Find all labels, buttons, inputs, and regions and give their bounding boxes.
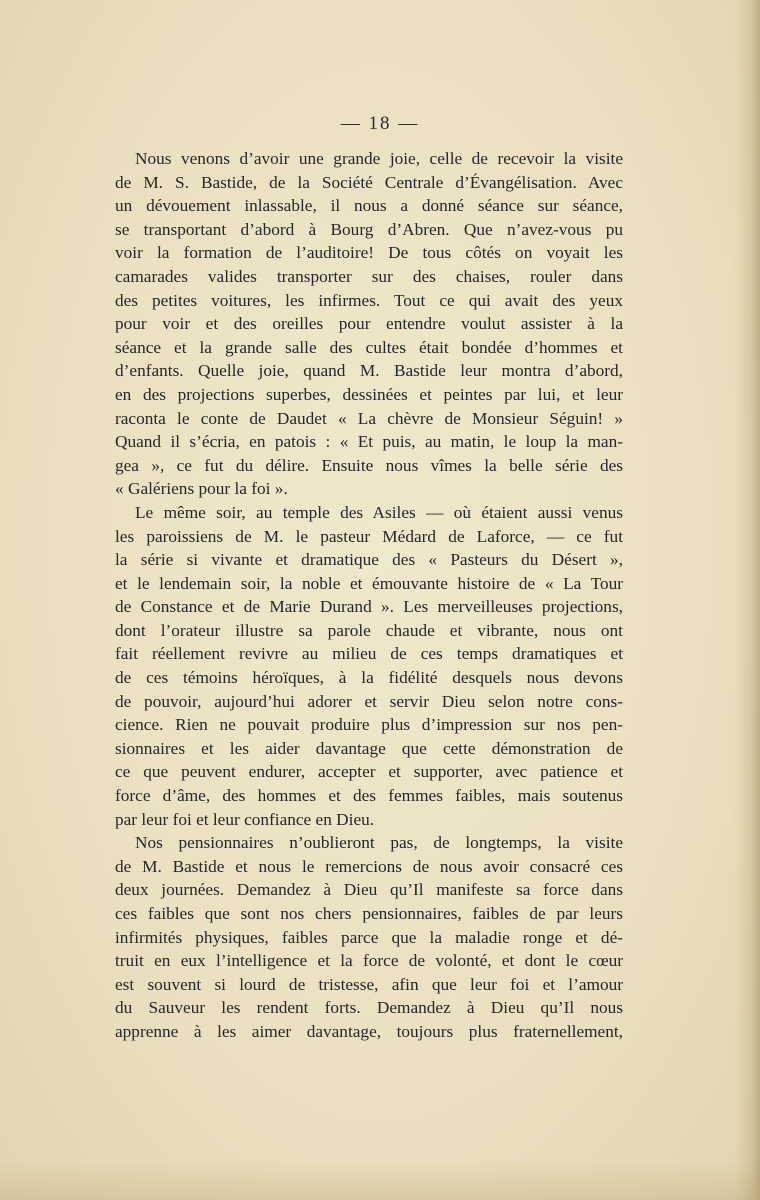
text-line: infirmités physiques, faibles parce que la maladie ronge et dé- [115,927,623,947]
text-line: ce que peuvent endurer, accepter et supporter, avec patience et [115,762,623,782]
text-line: d’enfants. Quelle joie, quand M. Bastide leur montra d’abord, [115,361,623,381]
text-line: apprenne à les aimer davantage, toujours plus fraternellement, [115,1021,623,1041]
text-line: de M. S. Bastide, de la Société Centrale d’Évangélisation. Avec [115,172,623,192]
text-line: ces faibles que sont nos chers pensionnaires, faibles de par leurs [115,904,623,923]
text-line: les paroissiens de M. le pasteur Médard de Laforce, — ce fut [115,526,623,546]
text-line: Le même soir, au temple des Asiles — où étaient aussi venus [135,502,623,522]
text-line: de pouvoir, aujourd’hui adorer et servir Dieu selon notre cons- [115,691,623,711]
text-line: voir la formation de l’auditoire! De tous côtés on voyait les [115,243,623,263]
text-line: pour voir et des oreilles pour entendre voulut assister à la [115,314,623,334]
page-edge-shadow [734,0,760,1200]
text-line: dont l’orateur illustre sa parole chaude et vibrante, nous ont [115,620,623,640]
text-line: Quand il s’écria, en patois : « Et puis, au matin, le loup la man- [115,432,623,452]
text-line: des petites voitures, les infirmes. Tout ce qui avait des yeux [115,290,623,310]
text-line: cience. Rien ne pouvait produire plus d’impression sur nos pen- [115,715,623,735]
text-line: de M. Bastide et nous le remercions de nous avoir consacré ces [115,856,623,876]
text-line: raconta le conte de Daudet « La chèvre de Monsieur Séguin! » [115,408,623,428]
text-line: gea », ce fut du délire. Ensuite nous vîmes la belle série des [115,455,623,475]
text-line: se transportant d’abord à Bourg d’Abren. Que n’avez-vous pu [115,219,623,239]
text-line: Nos pensionnaires n’oublieront pas, de longtemps, la visite [135,833,623,853]
text-line: de ces témoins héroïques, à la fidélité desquels nous devons [115,668,623,688]
text-line: en des projections superbes, dessinées et peintes par lui, et leur [115,384,623,404]
text-line: la série si vivante et dramatique des « Pasteurs du Désert », [115,550,623,570]
text-line: est souvent si lourd de tristesse, afin que leur foi et l’amour [115,974,623,994]
text-line: truit en eux l’intelligence et la force de volonté, et dont le cœur [115,951,623,971]
text-line: de Constance et de Marie Durand ». Les merveilleuses projections, [115,597,623,617]
page-bottom-shadow [0,1160,760,1200]
text-line: camarades valides transporter sur des chaises, rouler dans [115,266,623,286]
text-line: du Sauveur les rendent forts. Demandez à Dieu qu’Il nous [115,998,623,1018]
text-line: Nous venons d’avoir une grande joie, celle de recevoir la visite [135,149,623,168]
text-line: un dévouement inlassable, il nous a donné séance sur séance, [115,196,623,216]
text-line: séance et la grande salle des cultes était bondée d’hommes et [115,337,623,357]
body-text [115,147,623,1044]
text-line: fait réellement revivre au milieu de ces temps dramatiques et [115,644,623,664]
text-line: deux journées. Demandez à Dieu qu’Il manifeste sa force dans [115,880,623,900]
page-number: — 18 — [340,113,420,134]
text-line: et le lendemain soir, la noble et émouvante histoire de « La Tour [115,573,623,593]
text-line: par leur foi et leur confiance en Dieu. [115,809,375,829]
text-line: sionnaires et les aider davantage que cette démonstration de [115,738,623,758]
text-line: force d’âme, des hommes et des femmes faibles, mais soutenus [115,786,623,806]
text-line: « Galériens pour la foi ». [115,479,288,499]
